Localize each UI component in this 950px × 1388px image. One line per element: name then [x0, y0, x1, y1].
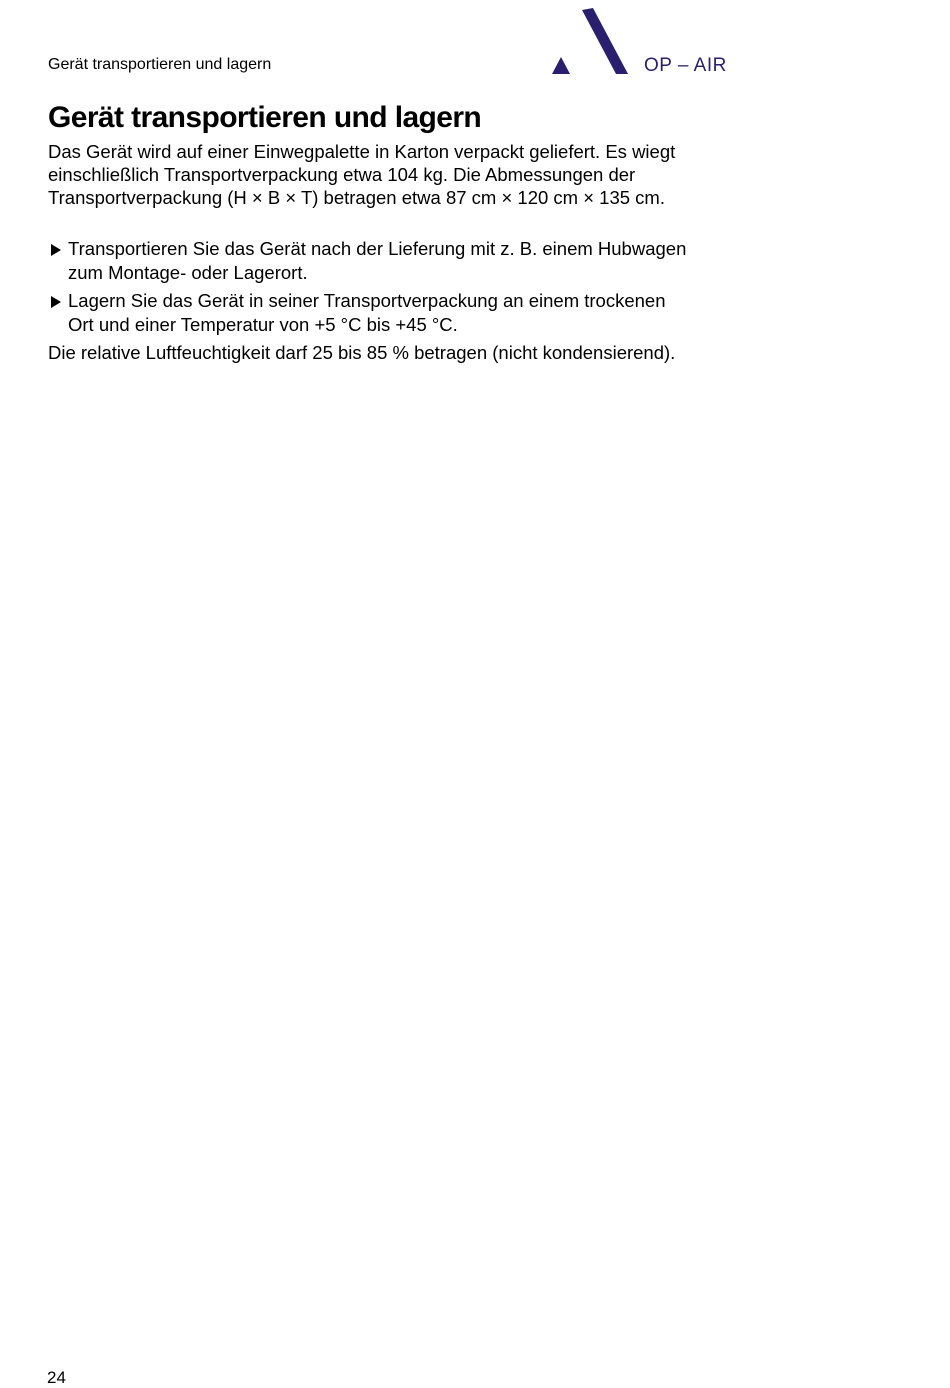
- list-item: [48, 237, 748, 285]
- logo-mark-icon: [552, 8, 632, 78]
- logo-text: OP – AIR: [644, 55, 727, 76]
- step-text-line: Transportieren Sie das Gerät nach der Lieferung mit z. B. einem Hubwagen: [68, 238, 687, 259]
- list-item: [48, 289, 748, 337]
- instruction-list: [48, 237, 748, 337]
- bullet-arrow-icon: [51, 244, 61, 256]
- running-header-title: Gerät transportieren und lagern: [48, 56, 272, 73]
- intro-line: Transportverpackung (H × B × T) betragen etwa 87 cm × 120 cm × 135 cm.: [48, 187, 665, 208]
- page-title: Gerät transportieren und lagern: [48, 101, 482, 134]
- step-text-line: Ort und einer Temperatur von +5 °C bis +45 °C.: [68, 314, 458, 335]
- step-text-line: Lagern Sie das Gerät in seiner Transportverpackung an einem trockenen: [68, 290, 666, 311]
- main-content: [48, 98, 748, 365]
- op-air-logo: [552, 8, 732, 78]
- intro-line: einschließlich Transportverpackung etwa 104 kg. Die Abmessungen der: [48, 164, 636, 185]
- page-number: 24: [47, 1368, 66, 1387]
- bullet-arrow-icon: [51, 296, 61, 308]
- step-text-line: zum Montage- oder Lagerort.: [68, 262, 308, 283]
- humidity-note: Die relative Luftfeuchtigkeit darf 25 bis 85 % betragen (nicht kondensierend).: [48, 342, 676, 363]
- intro-paragraph: [48, 140, 748, 209]
- intro-line: Das Gerät wird auf einer Einwegpalette in Karton verpackt geliefert. Es wiegt: [48, 141, 676, 162]
